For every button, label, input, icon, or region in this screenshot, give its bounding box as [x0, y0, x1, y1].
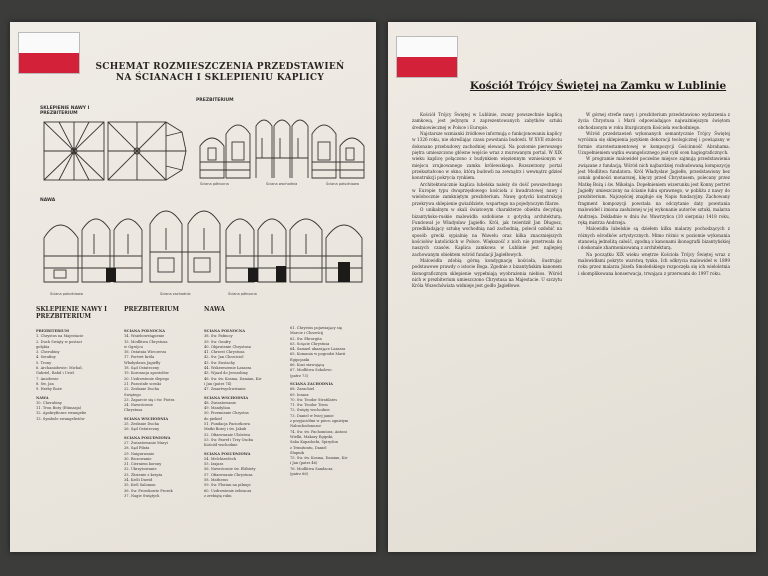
legend-item: Świętego	[124, 392, 141, 397]
legend-section-heading: PREZBITERIUM	[36, 329, 69, 333]
legend-item: 4. Serafiny	[36, 355, 56, 360]
legend-item: Chrystusa	[124, 408, 143, 413]
legend-item: Gabriel, Rafał i Uriel	[36, 371, 74, 376]
legend-item: 32. Ukrzyżowanie	[124, 467, 157, 472]
paragraph: Na początku XIX wieku wnętrze Kościoła Trójcy Świętej wraz z malowidłami pokryto warstwą tynku. Ich odkrycia malowideł w 1899 roku przez malarza Józefa Smoleńskiego rozpoczęła się ich wieloletnia i skomplikowana konserwacja, trwająca z przerwami do 1997 roku.	[578, 251, 730, 276]
legend-list-presbytery	[124, 326, 200, 499]
polish-flag-icon	[396, 36, 458, 78]
scheme-title-line1: SCHEMAT ROZMIESZCZENIA PRZEDSTAWIEŃ	[95, 62, 345, 72]
legend-list-nave-2	[290, 326, 372, 477]
legend-section-heading: NAWA	[36, 395, 49, 400]
legend-item: 50. Przemienie Chrystus	[204, 411, 249, 416]
legend-item: 67. Modlitwa Sokolovo	[290, 368, 332, 373]
legend-item: z Trimitontu, Daniel	[290, 445, 327, 450]
legend-item: Słupnik	[290, 450, 304, 455]
legend-item: 70. Św. Teodor Stratilates	[290, 397, 338, 402]
legend-item: 40. Objawienie Chrystusa	[204, 344, 251, 349]
paragraph: O unikalnym w skali światowym charakterze obiektu decydują bizantyńsko-ruskie malowidła ozdobione z gotycką architekturą. Fundował je Władysław Jagiełło. Król, jak twierdził Jan Długosz, przedkładający sztukę wschodnią nad zachodnią, polecił ozdobić na sposób grecki sypialnię na Wawelu oraz kilka znaczniejszych kościołów katolickich w Polsce. Większość z nich nie przetrwała do naszych czasów. Kaplica zamkowa w Lublinie jest najlepiej zachowanym obiektem wśród fundacji Jagiełłowych.	[412, 207, 562, 257]
legend-item: 21. Pozostałe scenki	[124, 381, 161, 386]
legend-item: 64. Samuel ukazujące Lazarza	[290, 347, 346, 352]
legend-item: 65. Komunia w pogrodzi Marii	[290, 352, 346, 357]
legend-item: w Ogrójcu	[124, 344, 143, 349]
legend-item: 57. Ofiarowanie Chrystusa	[204, 472, 253, 477]
legend-item: 34. Króli Dawid	[124, 478, 153, 483]
legend-section-heading: ŚCIANA WSCHODNIA	[204, 395, 249, 400]
legend-item: Marcie i Chrześcij	[290, 331, 324, 336]
legend-item: 76. Modlitwa Sandacza	[290, 466, 333, 471]
legend-item: 6. Archaniołowie: Michał,	[36, 366, 83, 371]
legend-item: 35. Król Salomon	[124, 483, 156, 488]
legend-item: 58. Mathesss	[204, 478, 229, 483]
legend-item: 66. Kuzi stawującą	[290, 363, 325, 368]
legend-item: 33. Złożenie z krzyża	[124, 472, 163, 477]
legend-item: 23. Zaparcie się i św. Piotra	[124, 397, 175, 402]
legend-item: 24. Nawrócenie	[124, 403, 153, 408]
legend-item: 46. Św. św. Kosma, Damian, Kir	[204, 376, 262, 381]
nave-walls-diagram	[40, 194, 370, 290]
legend-item: 48. Zwiastowanie	[204, 400, 236, 405]
legend-heading-nave: NAWA	[204, 306, 225, 313]
legend-item: 51. Fundacja Paciorkowa	[204, 422, 250, 427]
legend-item: 2. Duch Święty w postaci	[36, 339, 82, 344]
church-title: Kościół Trójcy Świętej na Zamku w Lublinie	[469, 80, 727, 92]
legend-section-heading: ŚCIANA POŁUDNIOWA	[204, 451, 251, 456]
left-poster	[10, 22, 376, 552]
legend-item: (patrz 73)	[290, 373, 309, 378]
legend-item: 53. Św. Paweł i Trzy Osoba	[204, 437, 254, 442]
legend-item: 73. Daniel w lwiej jamie	[290, 413, 334, 418]
vault-plan-diagram	[40, 118, 190, 184]
legend-item: 43. Św. Eustachy	[204, 360, 235, 365]
legend-heading-presbytery: PREZBITERIUM	[124, 306, 180, 313]
legend-item: 22. Zesłanie Ducha	[124, 387, 160, 392]
legend-item: 25. Zesłanie Ducha	[124, 422, 160, 427]
legend-item: 36. Św. Prorokowie Prorok	[124, 488, 173, 493]
paragraph: Kościół Trójcy Świętej w Lublinie, zwany powszechnie kaplicą zamkową, jest jedynym z zaprezentowanych zabytków sztuki średniowiecznej w Polsce i Europie.	[412, 112, 562, 130]
legend-item: 49. Mandylion	[204, 406, 231, 411]
legend-item: 56. Nawrócenie św. Elżbiety	[204, 467, 256, 472]
legend-item: 55. Izajasz	[204, 462, 224, 467]
legend-item: Saba Kapadocki, Spirydon	[290, 440, 338, 445]
paragraph: W górnej strefie nawy i prezbiterium przedstawiono wydarzenia z życia Chrystusa i Marii odpowiadające najważniejszym świętom obchodzonym w roku liturgicznym Kościoła wschodniego.	[578, 112, 730, 130]
legend-item: 75. Św. św. Kosma, Damian, Kir	[290, 456, 348, 461]
caption-nave-south: Ściana południowa	[50, 292, 83, 296]
legend-item: 74. Św. św. Pachomiusz, Antoni	[290, 429, 347, 434]
caption-nave-west: Ściana zachodnia	[160, 292, 191, 296]
legend-item: 71. Św. Teodor Tiron	[290, 403, 328, 408]
paragraph: Wśród przedstawień wykonanych semantycznie Trójcy Świętej wyróżnia się sklepienia językiem dekoracji teologicznej i powiązany w formie starotestamentowej w kompozycji Gościnność Abrahama. Uzupełnieniem wątku ewangelicznego jest cykl scen hagiograficznych.	[578, 131, 730, 156]
legend-item: 44. Wskrzeszenie Łazarza	[204, 366, 252, 371]
legend-item: 38. Św. Pafnucy	[204, 334, 233, 339]
legend-item: 26. Sąd Ostateczny	[124, 427, 160, 432]
legend-item: 37. Nagie Świętych	[124, 493, 160, 498]
text-column-1	[412, 112, 562, 290]
legend-item: i Jan (patrz 74)	[204, 381, 232, 386]
legend-item: 9. Herby Boże	[36, 387, 62, 392]
legend-item: 8. Św. Jan	[36, 381, 54, 386]
legend-item: 17. Portret króla	[124, 355, 155, 360]
presbytery-label: PREZBITERIUM	[196, 98, 234, 103]
legend-item: 41. Chrzest Chrystusa	[204, 350, 245, 355]
legend-item: 14. Wniebowstąpienie	[124, 334, 165, 339]
legend-item: 60. Uzdrowienie żebracza	[204, 488, 252, 493]
legend-item: Nabuchodonozor	[290, 424, 322, 429]
legend-item: gołębia	[36, 344, 50, 349]
legend-item: 16. Ostatnia Wieczerza	[124, 350, 167, 355]
caption-presbytery-east: Ściana wschodnia	[266, 182, 298, 186]
legend-list-nave-1	[204, 326, 286, 499]
legend-item: i Jan (patrz 46)	[290, 461, 318, 466]
legend-item: 7. Aniołowie	[36, 376, 59, 381]
legend-item: 12. Apokryficzne ewangelie	[36, 411, 87, 416]
paragraph: W programie malowideł pocześne miejsce zajmują przedstawienia związane z fundacją. Wśród nich najbardziej rozbudowaną kompozycję jest Modlitwa fundatora. Król Władysław Jagiełło, przedstawiony bez oznak godności monarszej, klęczy przed Chrystusem, polecany przez Matkę Bożą i św. Mikołaja. Dopełnieniem wizerunku jest Konny portret Jagiełły umieszczony na ścianie łuku sprawnego, w pobliżu z nawy do prezbiterium. Najczęściej znajduje się Napis fundacyjny. Zachowany fragment kompozycji powstała na odczytanie daty powstania malowideł i imiona zasłużonej w jej wykonanie autorów sztuki, malarza Andrzeja. Dokładnie w dniu św. Wawrzyńca (10 sierpnia) 1418 roku, ręką mistrza Andrzeja.	[578, 156, 730, 225]
legend-item: 42. Św. Jan Chrzciciel	[204, 355, 244, 360]
legend-item: 29. Naigrawanie	[124, 451, 155, 456]
legend-heading-vault: SKLEPIENIE NAWY I PREZBITERIUM	[36, 306, 107, 320]
nave-label: NAWA	[40, 198, 56, 203]
legend-item: z zrebiętę ruku	[204, 493, 232, 498]
scheme-title-line2: NA ŚCIANACH I SKLEPIENIU KAPLICY	[115, 73, 325, 83]
legend-list-vault	[36, 326, 120, 422]
paragraph: Najstarsze wzmianki źródłowe informują o funkcjonowaniu kaplicy w 1326 roku, nie określając czasu powstania budowli. W XVII stuleciu dokonano przebudowy zachodniej elewacji. Na poziomie pierwszego piętra umieszczono główne wejście wraz z murowanym portal. W XIX wieku kaplicę połączono z budynkiem więziennym wzniesionym w miejscu zrujnowanego zamku królewskiego. Rozszerzony portal przekształcono w okno, którą budowli na zewnątrz i wewnątrz gdzieś konstrukcji pokrycia rynkiem.	[412, 131, 563, 181]
legend-item: 15. Modlitwa Chrystusa	[124, 339, 168, 344]
legend-item: z przyjaciółmi w piecu ognistym	[290, 419, 349, 424]
scheme-title	[70, 62, 370, 84]
legend-item: 59. Św. Florian na pilnuje	[204, 483, 251, 488]
presbytery-walls-diagram	[196, 108, 368, 192]
legend-item: 47. Zmartwychwstanie	[204, 387, 246, 392]
legend-item: do piekieł	[204, 416, 222, 421]
legend-item: 10. Cherubiny	[36, 400, 62, 405]
caption-presbytery-north: Ściana północna	[200, 182, 229, 186]
legend-item: 69. Ionasz	[290, 392, 309, 397]
legend-item: 18. Sąd Ostateczny	[124, 366, 160, 371]
legend-item: 5. Trony	[36, 360, 52, 365]
vault-label: SKLEPIENIE NAWY I PREZBITERIUM	[40, 106, 90, 116]
text-column-2	[578, 112, 730, 277]
legend-item: 61. Chrystus pojawiający się	[290, 326, 342, 330]
legend-item: 68. Zarachiel	[290, 387, 315, 392]
legend-item: 52. Ofiarowanie Ubóstwa	[204, 432, 251, 437]
caption-nave-north: Ściana północna	[228, 292, 257, 296]
caption-presbytery-south: Ściana południowa	[326, 182, 359, 186]
paragraph: Malowidła zdobią górną kondygnację kościoła, ilustrując podstawowe prawdy o istocie Boga. Zgodnie z bizantyńskim kanonem ikonograficznym sklepienie wypełniają wyobrażenia niebios. Wśród nich w prezbiterium umieszczono Chrystusa na Majestacie. U szczytu Króla Wszechświata widnieje jest godło Jagiełłowe.	[412, 257, 562, 289]
paragraph: Malowidła lubelskie są dziełem kilku malarzy pochodzących z różnych ośrodków artystycznych. Mimo różnic w poziomie wykonania stanowią jednolitą całość, zgodną z kanonami ikonografii bizantyńskiej i doskonale zharmonizowaną z architekturą.	[578, 226, 730, 251]
legend-section-heading: ŚCIANA ZACHODNIA	[290, 381, 333, 386]
legend-item: 72. Święty wschodnie	[290, 408, 330, 413]
legend-item: 19. Koronacja apostołów	[124, 371, 169, 376]
legend-item: 30. Biczowanie	[124, 456, 152, 461]
legend-item: 27. Zwiastowanie Maryi	[124, 440, 168, 445]
right-poster	[388, 22, 756, 552]
legend-item: 31. Cierniem korony	[124, 462, 162, 467]
legend-item: 62. Św. Ebrorgita	[290, 336, 322, 341]
legend-item: 63. Ścięcie Chrystusa	[290, 341, 330, 346]
legend-item: 20. Uzdrowienie ślepego	[124, 376, 170, 381]
legend-item: 45. Wjazd do Jerozolimy	[204, 371, 248, 376]
legend-item: (patrz 66)	[290, 472, 309, 477]
legend-item: 28. Sąd Piłata	[124, 446, 150, 451]
legend-section-heading: ŚCIANA POŁUDNIOWA	[124, 435, 171, 440]
legend-item: Egipcjanki	[290, 357, 310, 362]
legend-section-heading: ŚCIANA PÓŁNOCNA	[124, 329, 165, 333]
legend-item: 54. Melchizedech	[204, 456, 237, 461]
legend-item: Matki Bożej i św. Jakub	[204, 427, 247, 432]
legend-item: Kościół wschodnie	[204, 443, 238, 448]
legend-item: 13. Symbole ewangelistów	[36, 416, 85, 421]
legend-item: Wielki, Makary Egipski,	[290, 434, 334, 439]
legend-section-heading: ŚCIANA WSCHODNIA	[124, 416, 169, 421]
legend-item: 3. Cherubiny	[36, 350, 60, 355]
legend-item: 1. Chrystus na Majestacie	[36, 334, 84, 339]
legend-item: 39. Św. Onufry	[204, 339, 231, 344]
legend-section-heading: ŚCIANA PÓŁNOCNA	[204, 329, 245, 333]
paragraph: Architektonicznie kaplica lubelska należy do dość powszechnego w Europie typu dwuprzęsłowego kościoła z kwadratowej nawy i wielobocznie zamkniętym prezbiterium. Nawę gotycki konstrukcję przekrywa sklepienie gwiaździste, wspartego na pojedynczym filarze.	[412, 181, 562, 206]
legend-item: Władysława Jagiełły	[124, 360, 161, 365]
legend-item: 11. Tron Boży (Etimasja)	[36, 406, 82, 411]
